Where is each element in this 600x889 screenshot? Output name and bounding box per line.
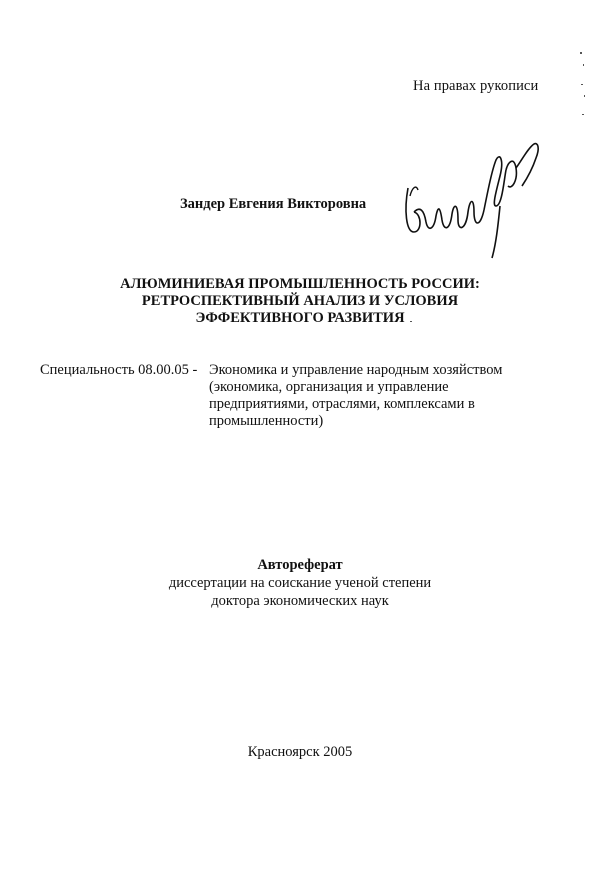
scan-speck [582, 114, 584, 115]
author-name: Зандер Евгения Викторовна [180, 196, 367, 212]
specialty-line: предприятиями, отраслями, комплексами в [209, 396, 475, 412]
abstract-line: диссертации на соискание ученой степени [168, 575, 432, 591]
specialty-description [209, 362, 539, 430]
specialty-code: Специальность 08.00.05 - [40, 362, 198, 378]
scan-speck [410, 321, 412, 322]
city-and-year: Красноярск 2005 [247, 744, 353, 760]
title-line: АЛЮМИНИЕВАЯ ПРОМЫШЛЕННОСТЬ РОССИИ: [120, 276, 480, 292]
abstract-block [120, 556, 480, 610]
handwritten-signature [400, 140, 550, 270]
title-line: ЭФФЕКТИВНОГО РАЗВИТИЯ [195, 310, 405, 326]
scan-speck [581, 84, 583, 85]
dissertation-title [60, 276, 540, 327]
scan-speck [584, 95, 585, 97]
scan-speck [580, 52, 582, 54]
specialty-line: промышленности) [209, 413, 324, 429]
specialty-line: (экономика, организация и управление [209, 379, 449, 395]
manuscript-rights-note: На правах рукописи [413, 78, 539, 94]
abstract-heading: Автореферат [257, 557, 343, 573]
specialty-line: Экономика и управление народным хозяйством [209, 362, 503, 378]
abstract-line: доктора экономических наук [211, 593, 389, 609]
title-line: РЕТРОСПЕКТИВНЫЙ АНАЛИЗ И УСЛОВИЯ [141, 293, 459, 309]
scan-speck [583, 64, 584, 66]
